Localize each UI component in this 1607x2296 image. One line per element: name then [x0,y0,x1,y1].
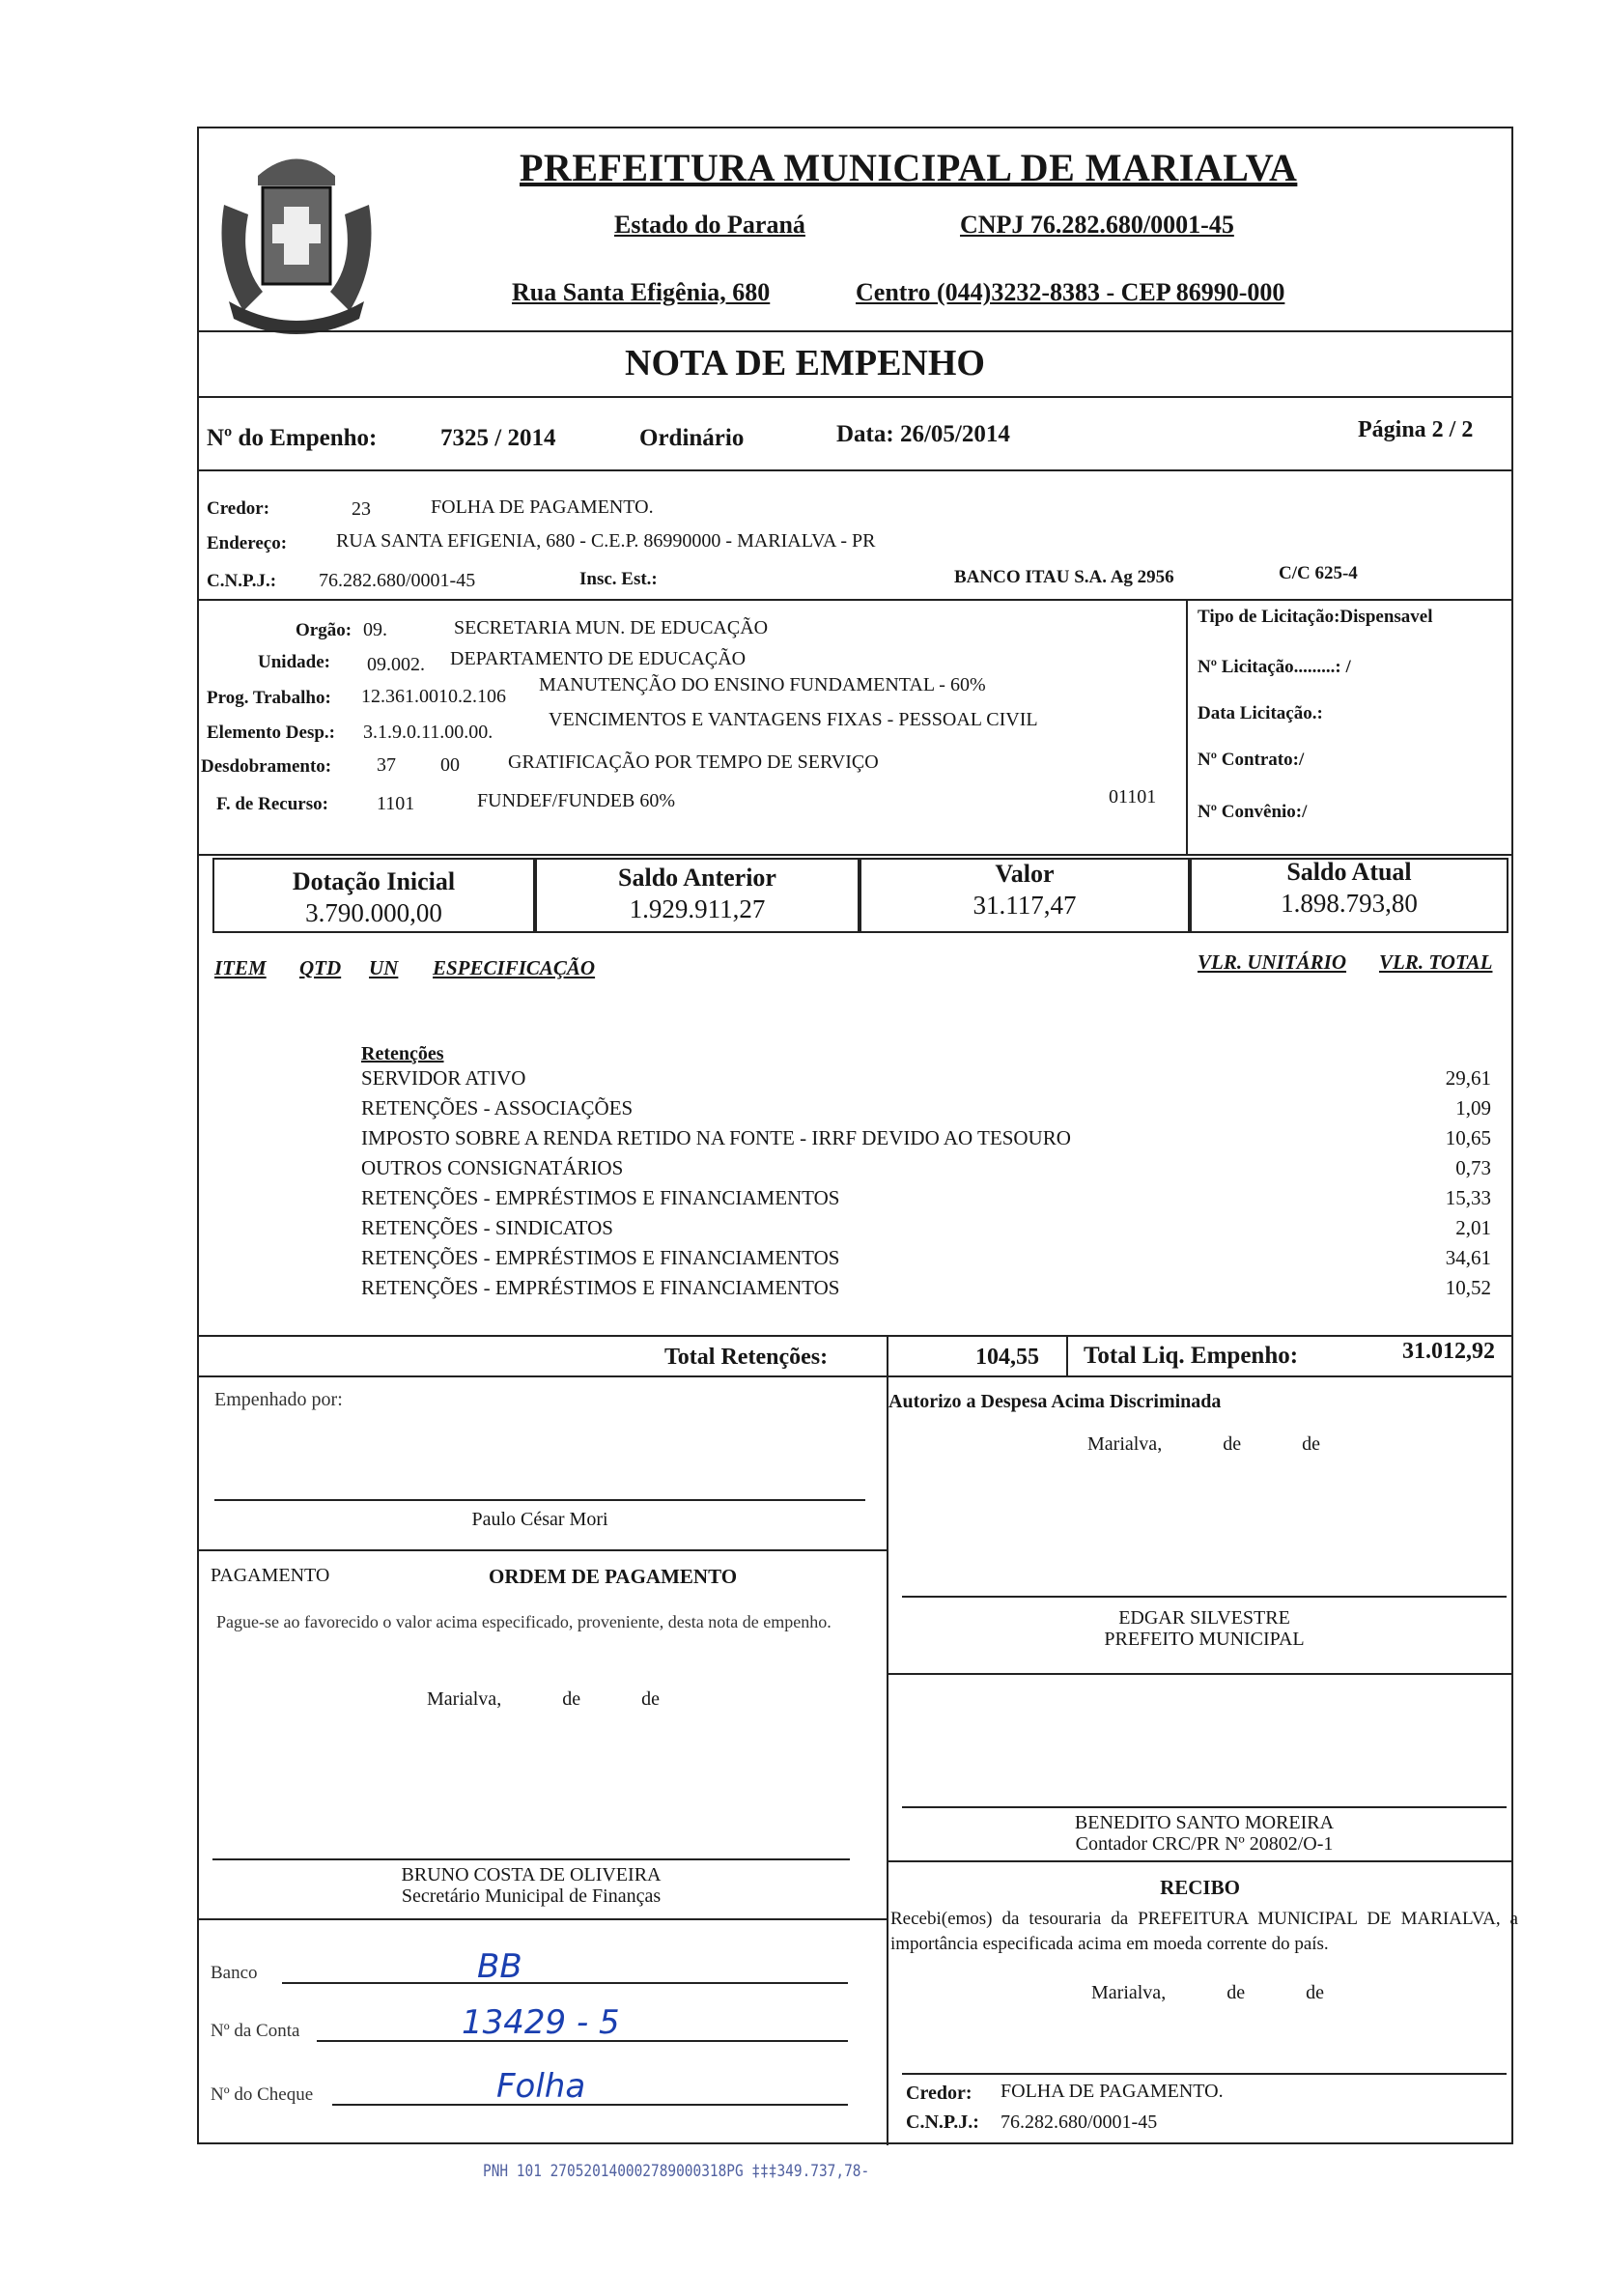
empenhado-label: Empenhado por: [214,1389,343,1410]
recurso-code: 1101 [377,793,415,814]
credor-account: C/C 625-4 [1279,563,1358,583]
prefeito-name: EDGAR SILVESTRE [1118,1607,1290,1629]
prefeito-title: PREFEITO MUNICIPAL [1104,1629,1305,1650]
desdobramento-sub: 00 [440,754,460,776]
document-title: NOTA DE EMPENHO [625,343,985,383]
prog-trabalho-code: 12.361.0010.2.106 [361,686,506,707]
list-item [361,1096,1491,1126]
list-item [361,1276,1491,1306]
col-item: ITEM [214,956,267,979]
recurso-desc: FUNDEF/FUNDEB 60% [477,790,676,811]
col-vlr-unitario: VLR. UNITÁRIO [1198,950,1347,974]
prog-trabalho-desc: MANUTENÇÃO DO ENSINO FUNDAMENTAL - 60% [539,674,986,695]
retencao-desc: OUTROS CONSIGNATÁRIOS [361,1156,624,1179]
empenho-date: Data: 26/05/2014 [836,421,1010,447]
credor-cnpj: 76.282.680/0001-45 [319,570,476,591]
dotacao-value: 3.790.000,00 [305,898,442,927]
recibo-label: RECIBO [1160,1876,1240,1899]
cheque-handwritten: Folha [496,2067,586,2106]
valor-label: Valor [995,860,1055,888]
elemento-desc: VENCIMENTOS E VANTAGENS FIXAS - PESSOAL CIVIL [549,709,1038,730]
municipality-title: PREFEITURA MUNICIPAL DE MARIALVA [520,146,1298,189]
recurso-label: F. de Recurso: [216,794,328,814]
col-vlr-total: VLR. TOTAL [1379,950,1493,974]
retencao-value: 15,33 [1445,1186,1491,1209]
date-line-1: Marialva, de de [1087,1433,1320,1455]
prog-trabalho-label: Prog. Trabalho: [207,688,331,708]
desdobramento-code: 37 [377,754,396,776]
empenho-type: Ordinário [639,425,745,451]
retencao-desc: IMPOSTO SOBRE A RENDA RETIDO NA FONTE - IRRF DEVIDO AO TESOURO [361,1126,1071,1149]
secretario-name: BRUNO COSTA DE OLIVEIRA [401,1864,662,1885]
total-liquido-value: 31.012,92 [1402,1339,1495,1364]
list-item [361,1156,1491,1186]
conta-label: Nº da Conta [211,2021,300,2041]
saldo-anterior-value: 1.929.911,27 [629,894,766,923]
saldo-anterior-label: Saldo Anterior [618,864,776,892]
retencao-value: 29,61 [1445,1066,1491,1090]
pagamento-label: PAGAMENTO [211,1565,330,1586]
autorizo-text: Autorizo a Despesa Acima Discriminada [888,1391,1222,1412]
recibo-credor-label: Credor: [906,2083,973,2104]
orgao-label: Orgão: [296,620,352,640]
credor-address: RUA SANTA EFIGENIA, 680 - C.E.P. 86990000 - MARIALVA - PR [336,530,876,552]
recibo-cnpj-label: C.N.P.J.: [906,2112,979,2133]
saldo-atual-label: Saldo Atual [1286,858,1412,886]
ordem-pagamento-text: Pague-se ao favorecido o valor acima especificado, proveniente, desta nota de empenho. [216,1612,832,1631]
retencao-desc: SERVIDOR ATIVO [361,1066,526,1090]
ordem-pagamento-label: ORDEM DE PAGAMENTO [489,1565,738,1588]
retencao-value: 10,65 [1445,1126,1491,1149]
credor-label: Credor: [207,498,270,519]
footer-code: PNH 101 270520140002789000318PG ‡‡‡349.737,78- [483,2162,870,2181]
retencao-value: 2,01 [1455,1216,1491,1239]
municipality-contact: Centro (044)3232-8383 - CEP 86990-000 [856,278,1285,306]
convenio-number: Nº Convênio:/ [1198,802,1308,822]
retencoes-title: Retenções [361,1043,444,1064]
list-item [361,1216,1491,1246]
orgao-desc: SECRETARIA MUN. DE EDUCAÇÃO [454,617,769,638]
list-item [361,1066,1491,1096]
desdobramento-label: Desdobramento: [201,756,332,777]
empenhado-name: Paulo César Mori [471,1509,608,1530]
empenho-number-label: Nº do Empenho: [207,425,378,451]
municipality-cnpj: CNPJ 76.282.680/0001-45 [960,211,1234,239]
page-number: Página 2 / 2 [1358,417,1474,442]
saldo-atual-value: 1.898.793,80 [1281,889,1418,918]
elemento-label: Elemento Desp.: [207,723,335,743]
retencao-value: 10,52 [1445,1276,1491,1299]
contador-name: BENEDITO SANTO MOREIRA [1074,1812,1335,1833]
orgao-code: 09. [363,619,387,640]
licitacao-number: Nº Licitação.........: / [1198,657,1351,677]
cnpj-label: C.N.P.J.: [207,571,277,591]
unidade-label: Unidade: [258,652,330,672]
list-item [361,1186,1491,1216]
list-item [361,1126,1491,1156]
date-line-3: Marialva, de de [1091,1982,1324,2003]
recibo-text: Recebi(emos) da tesouraria da PREFEITURA MUNICIPAL DE MARIALVA, a importância especificada acima em moeda corrente do país. [890,1909,1518,1954]
contrato-number: Nº Contrato:/ [1198,750,1305,770]
contador-title: Contador CRC/PR Nº 20802/O-1 [1075,1833,1334,1855]
valor-value: 31.117,47 [973,891,1077,920]
municipality-address: Rua Santa Efigênia, 680 [512,278,771,306]
col-qtd: QTD [299,956,342,979]
banco-label: Banco [211,1963,258,1983]
conta-handwritten: 13429 - 5 [462,2003,620,2042]
licitacao-type: Tipo de Licitação:Dispensavel [1198,607,1433,627]
licitacao-date: Data Licitação.: [1198,703,1323,723]
col-especificacao: ESPECIFICAÇÃO [433,956,596,979]
retencao-value: 1,09 [1455,1096,1491,1120]
list-item [361,1246,1491,1276]
retencao-desc: RETENÇÕES - ASSOCIAÇÕES [361,1096,634,1120]
credor-code: 23 [352,498,371,520]
date-line-2: Marialva, de de [427,1688,660,1710]
insc-est-label: Insc. Est.: [579,569,658,589]
desdobramento-desc: GRATIFICAÇÃO POR TEMPO DE SERVIÇO [508,751,879,773]
total-liquido-label: Total Liq. Empenho: [1084,1343,1299,1369]
state-name: Estado do Paraná [614,211,805,239]
retencao-desc: RETENÇÕES - SINDICATOS [361,1216,613,1239]
recibo-cnpj: 76.282.680/0001-45 [1001,2112,1158,2133]
recurso-code-2: 01101 [1109,786,1157,808]
col-un: UN [369,956,399,979]
cheque-label: Nº do Cheque [211,2084,314,2105]
empenho-number: 7325 / 2014 [440,425,556,451]
retencao-desc: RETENÇÕES - EMPRÉSTIMOS E FINANCIAMENTOS [361,1186,840,1209]
elemento-code: 3.1.9.0.11.00.00. [363,722,493,743]
coat-of-arms-icon [205,147,388,340]
retencao-desc: RETENÇÕES - EMPRÉSTIMOS E FINANCIAMENTOS [361,1246,840,1269]
endereco-label: Endereço: [207,533,288,553]
banco-handwritten: BB [477,1947,522,1986]
retencao-desc: RETENÇÕES - EMPRÉSTIMOS E FINANCIAMENTOS [361,1276,840,1299]
dotacao-label: Dotação Inicial [292,867,456,895]
unidade-desc: DEPARTAMENTO DE EDUCAÇÃO [450,648,747,669]
total-retencoes-value: 104,55 [975,1345,1039,1370]
credor-name: FOLHA DE PAGAMENTO. [431,496,654,518]
credor-bank: BANCO ITAU S.A. Ag 2956 [954,567,1174,587]
retencao-value: 0,73 [1455,1156,1491,1179]
total-retencoes-label: Total Retenções: [664,1345,829,1370]
retencao-value: 34,61 [1445,1246,1491,1269]
unidade-code: 09.002. [367,654,425,675]
secretario-title: Secretário Municipal de Finanças [401,1885,662,1907]
recibo-credor: FOLHA DE PAGAMENTO. [1001,2081,1224,2102]
